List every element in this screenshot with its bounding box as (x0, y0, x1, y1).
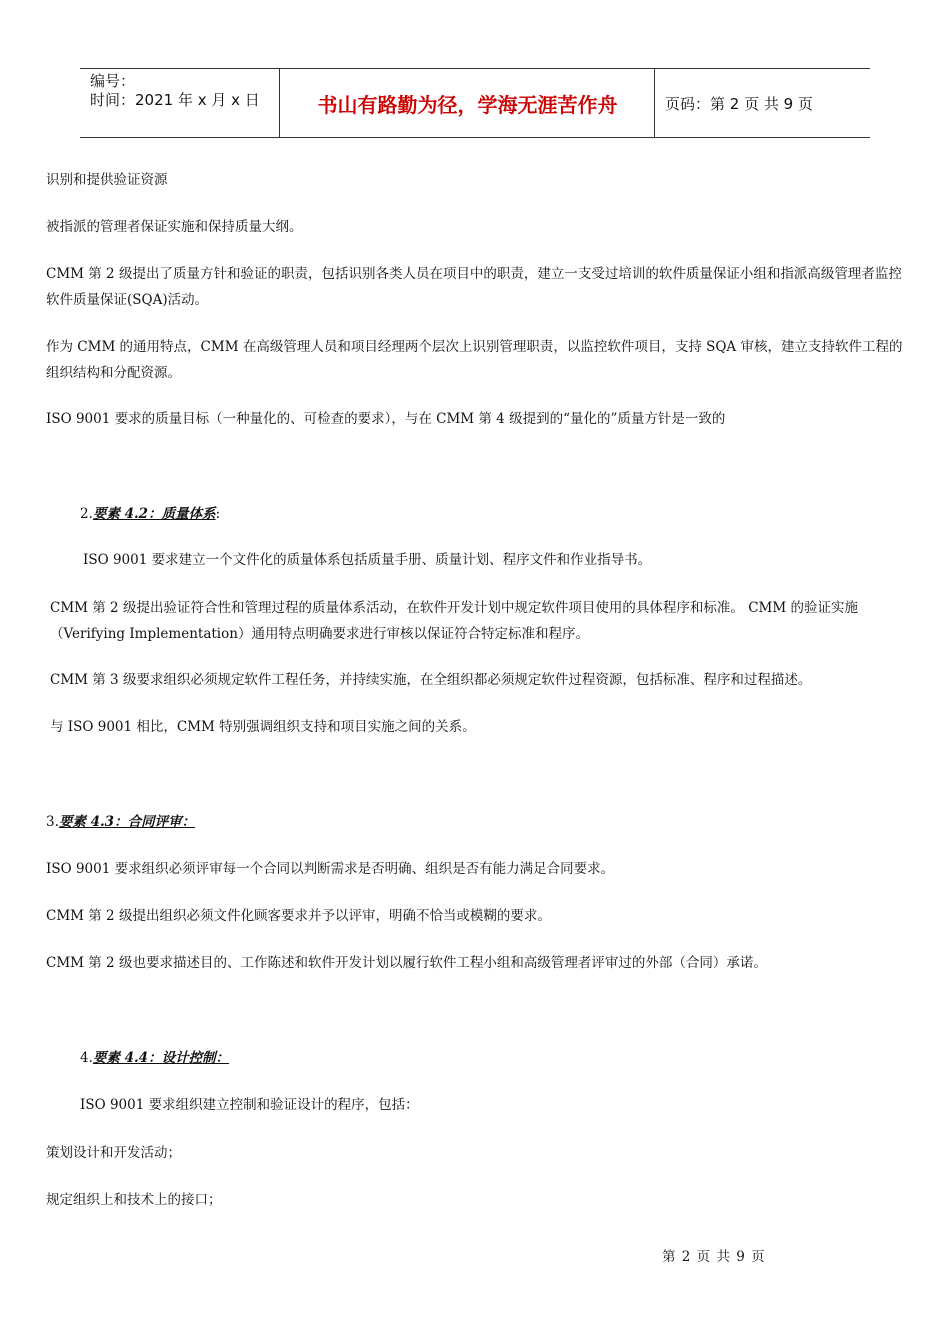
paragraph: 规定组织上和技术上的接口； (46, 1192, 222, 1208)
section-heading-4-3 (46, 812, 195, 832)
section-title: 要素 4.2：质量体系 (92, 506, 216, 522)
paragraph: ISO 9001 要求建立一个文件化的质量体系包括质量手册、质量计划、程序文件和作业指导书。 (83, 552, 652, 568)
paragraph: 与 ISO 9001 相比，CMM 特别强调组织支持和项目实施之间的关系。 (50, 719, 476, 735)
page-header (80, 68, 870, 138)
section-heading-4-4 (80, 1048, 229, 1068)
paragraph: CMM 第 3 级要求组织必须规定软件工程任务，并持续实施，在全组织都必须规定软件过程资源，包括标准、程序和过程描述。 (50, 672, 812, 688)
page-footer: 第 2 页 共 9 页 (662, 1249, 766, 1265)
header-page-number: 页码：第 2 页 共 9 页 (665, 94, 813, 113)
paragraph: CMM 第 2 级提出组织必须文件化顾客要求并予以评审，明确不恰当或模糊的要求。 (46, 908, 551, 924)
section-title: 要素 4.3：合同评审： (58, 814, 196, 830)
section-number: 2. (80, 506, 93, 522)
section-heading-4-2 (80, 504, 220, 524)
header-motto: 书山有路勤为径，学海无涯苦作舟 (281, 69, 655, 137)
paragraph: 作为 CMM 的通用特点，CMM 在高级管理人员和项目经理两个层次上识别管理职责，以监控软件项目，支持 SQA 审核，建立支持软件工程的组织结构和分配资源。 (46, 339, 903, 381)
paragraph: ISO 9001 要求的质量目标（一种量化的、可检查的要求），与在 CMM 第 4 级提到的“量化的”质量方针是一致的 (46, 411, 726, 427)
section-number: 4. (80, 1050, 93, 1066)
section-title: 要素 4.4：设计控制： (92, 1050, 230, 1066)
paragraph: 识别和提供验证资源 (46, 172, 168, 188)
header-meta (80, 69, 280, 137)
paragraph: CMM 第 2 级提出验证符合性和管理过程的质量体系活动，在软件开发计划中规定软件项目使用的具体程序和标准。 CMM 的验证实施（Verifying Implementation）通用特点明确要求进行审核以保证符合特定标准和程序。 (50, 600, 858, 642)
paragraph: 被指派的管理者保证实施和保持质量大纲。 (46, 219, 303, 235)
paragraph: 策划设计和开发活动； (46, 1145, 181, 1161)
section-title-tail: : (215, 506, 221, 522)
paragraph: CMM 第 2 级也要求描述目的、工作陈述和软件开发计划以履行软件工程小组和高级管理者评审过的外部（合同）承诺。 (46, 955, 767, 971)
paragraph: CMM 第 2 级提出了质量方针和验证的职责，包括识别各类人员在项目中的职责，建立一支受过培训的软件质量保证小组和指派高级管理者监控软件质量保证(SQA)活动。 (46, 266, 902, 308)
section-number: 3. (46, 814, 59, 830)
document-number: 编号： (90, 72, 136, 90)
paragraph: ISO 9001 要求组织建立控制和验证设计的程序，包括： (80, 1097, 419, 1113)
paragraph: ISO 9001 要求组织必须评审每一个合同以判断需求是否明确、组织是否有能力满足合同要求。 (46, 861, 615, 877)
document-date: 时间：2021 年 x 月 x 日 (90, 91, 260, 109)
